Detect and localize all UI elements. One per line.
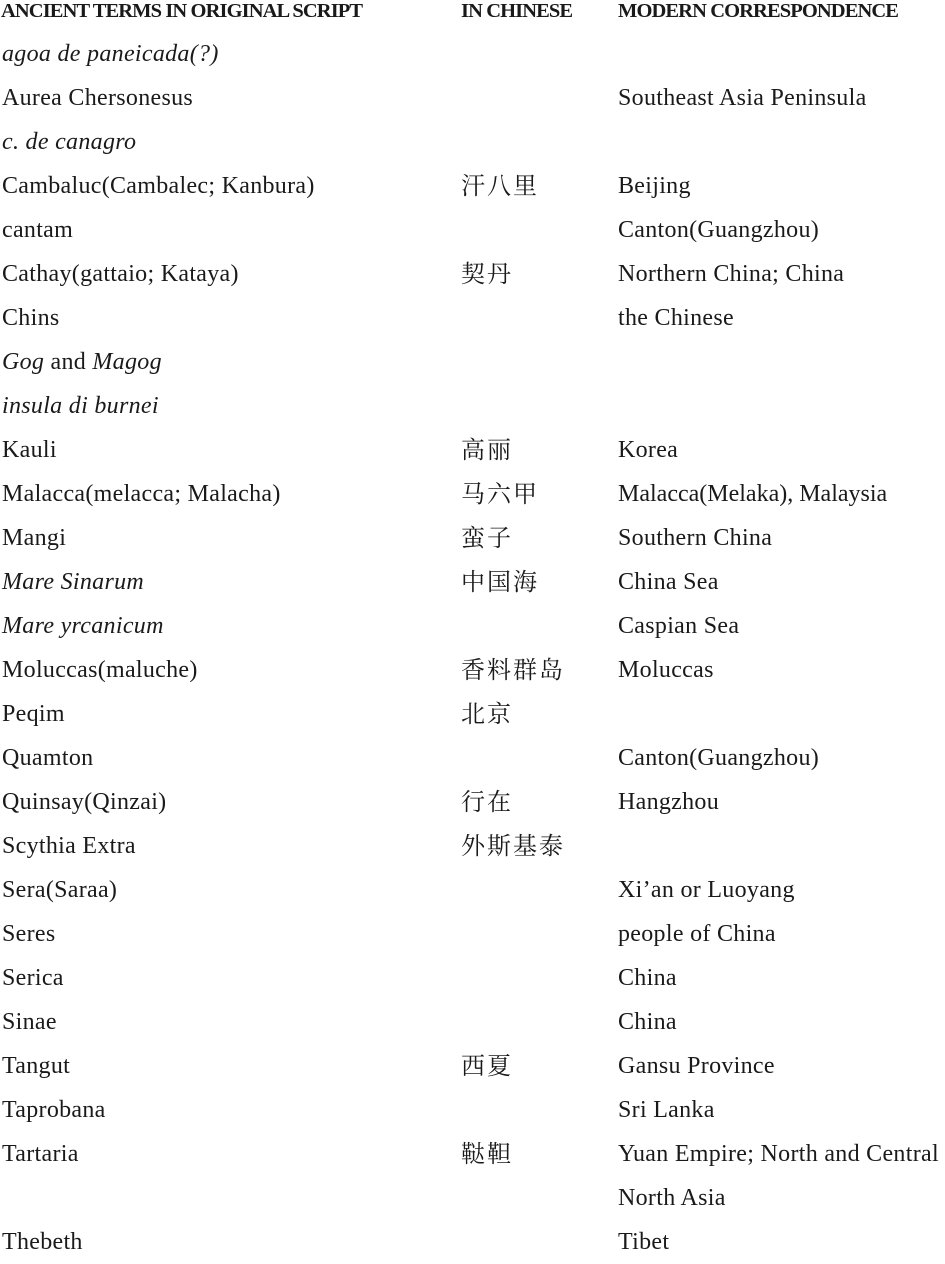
table-row — [0, 516, 945, 560]
modern-term: Hangzhou — [618, 789, 720, 815]
table-row — [0, 912, 945, 956]
ancient-term: Taprobana — [2, 1097, 106, 1123]
chinese-term: 蛮子 — [461, 524, 513, 552]
ancient-term: Chins — [2, 305, 60, 331]
ancient-term-magog: Magog — [92, 349, 162, 375]
modern-term: Beijing — [618, 173, 691, 199]
ancient-term: Tangut — [2, 1053, 71, 1079]
ancient-term: c. de canagro — [2, 129, 137, 155]
modern-term: China — [618, 965, 677, 991]
modern-term: Caspian Sea — [618, 613, 740, 639]
table-row — [0, 560, 945, 604]
table-row — [0, 164, 945, 208]
ancient-term: Malacca(melacca; Malacha) — [2, 481, 281, 507]
ancient-term: Mare Sinarum — [2, 569, 145, 595]
ancient-term: Peqim — [2, 701, 65, 727]
table-row — [0, 956, 945, 1000]
ancient-term: Cambaluc(Cambalec; Kanbura) — [2, 173, 315, 199]
ancient-term: Aurea Chersonesus — [2, 85, 194, 111]
table-row — [0, 340, 945, 384]
modern-term: people of China — [618, 921, 776, 947]
table-row — [0, 736, 945, 780]
table-row — [0, 604, 945, 648]
ancient-term: agoa de paneicada(?) — [2, 41, 219, 67]
ancient-term — [2, 340, 162, 384]
table-row — [0, 384, 945, 428]
table-row — [0, 1044, 945, 1088]
table-body — [0, 32, 945, 1264]
table-row — [0, 1000, 945, 1044]
ancient-term: Serica — [2, 965, 64, 991]
modern-term: Moluccas — [618, 657, 714, 683]
chinese-term: 中国海 — [461, 568, 539, 596]
header-modern-correspondence: MODERN CORRESPONDENCE — [618, 0, 899, 22]
modern-term: Southeast Asia Peninsula — [618, 85, 867, 111]
ancient-term: Scythia Extra — [2, 833, 136, 859]
header-ancient-terms: ANCIENT TERMS IN ORIGINAL SCRIPT — [1, 0, 363, 22]
ancient-term: Quamton — [2, 745, 94, 771]
modern-term: Yuan Empire; North and Central North Asia — [618, 1141, 939, 1211]
modern-term: Canton(Guangzhou) — [618, 745, 820, 771]
modern-term: Gansu Province — [618, 1053, 775, 1079]
modern-term: Southern China — [618, 525, 773, 551]
modern-term: China Sea — [618, 569, 719, 595]
modern-term: the Chinese — [618, 305, 734, 331]
table-row — [0, 428, 945, 472]
chinese-term: 高丽 — [461, 436, 513, 464]
ancient-term: Mare yrcanicum — [2, 613, 164, 639]
table-row — [0, 120, 945, 164]
ancient-term: Mangi — [2, 525, 67, 551]
chinese-term: 行在 — [461, 788, 513, 816]
chinese-term: 契丹 — [461, 260, 513, 288]
ancient-term-and: and — [44, 349, 93, 375]
ancient-term: Kauli — [2, 437, 57, 463]
chinese-term: 西夏 — [461, 1052, 513, 1080]
ancient-term: insula di burnei — [2, 393, 159, 419]
chinese-term: 北京 — [461, 700, 513, 728]
table-row — [0, 76, 945, 120]
table-row — [0, 780, 945, 824]
ancient-term: Thebeth — [2, 1229, 83, 1255]
table-row — [0, 296, 945, 340]
table-row — [0, 824, 945, 868]
ancient-term: Cathay(gattaio; Kataya) — [2, 261, 239, 287]
chinese-term: 外斯基泰 — [461, 832, 565, 860]
table-row — [0, 1088, 945, 1132]
table-header — [0, 0, 945, 32]
ancient-term-gog: Gog — [2, 349, 45, 375]
table-row — [0, 1132, 945, 1220]
chinese-term: 汗八里 — [461, 172, 539, 200]
ancient-term: Seres — [2, 921, 56, 947]
ancient-term: Quinsay(Qinzai) — [2, 789, 167, 815]
table-row — [0, 868, 945, 912]
modern-term: Canton(Guangzhou) — [618, 217, 820, 243]
chinese-term: 马六甲 — [461, 480, 539, 508]
chinese-term: 香料群岛 — [461, 656, 565, 684]
chinese-term: 鞑靼 — [461, 1140, 513, 1168]
table-row — [0, 252, 945, 296]
modern-term: Tibet — [618, 1229, 670, 1255]
ancient-term: Tartaria — [2, 1141, 79, 1167]
header-in-chinese: IN CHINESE — [461, 0, 573, 22]
table-row — [0, 208, 945, 252]
ancient-term: Moluccas(maluche) — [2, 657, 198, 683]
table-row — [0, 648, 945, 692]
ancient-term: cantam — [2, 217, 74, 243]
table-row — [0, 692, 945, 736]
modern-term: China — [618, 1009, 677, 1035]
table-row — [0, 32, 945, 76]
table-row — [0, 1220, 945, 1264]
modern-term: Sri Lanka — [618, 1097, 715, 1123]
ancient-term: Sinae — [2, 1009, 57, 1035]
modern-term: Northern China; China — [618, 261, 845, 287]
modern-term: Xi’an or Luoyang — [618, 877, 795, 903]
table-row — [0, 472, 945, 516]
ancient-term: Sera(Saraa) — [2, 877, 118, 903]
modern-term: Korea — [618, 437, 679, 463]
modern-term: Malacca(Melaka), Malaysia — [618, 481, 888, 507]
